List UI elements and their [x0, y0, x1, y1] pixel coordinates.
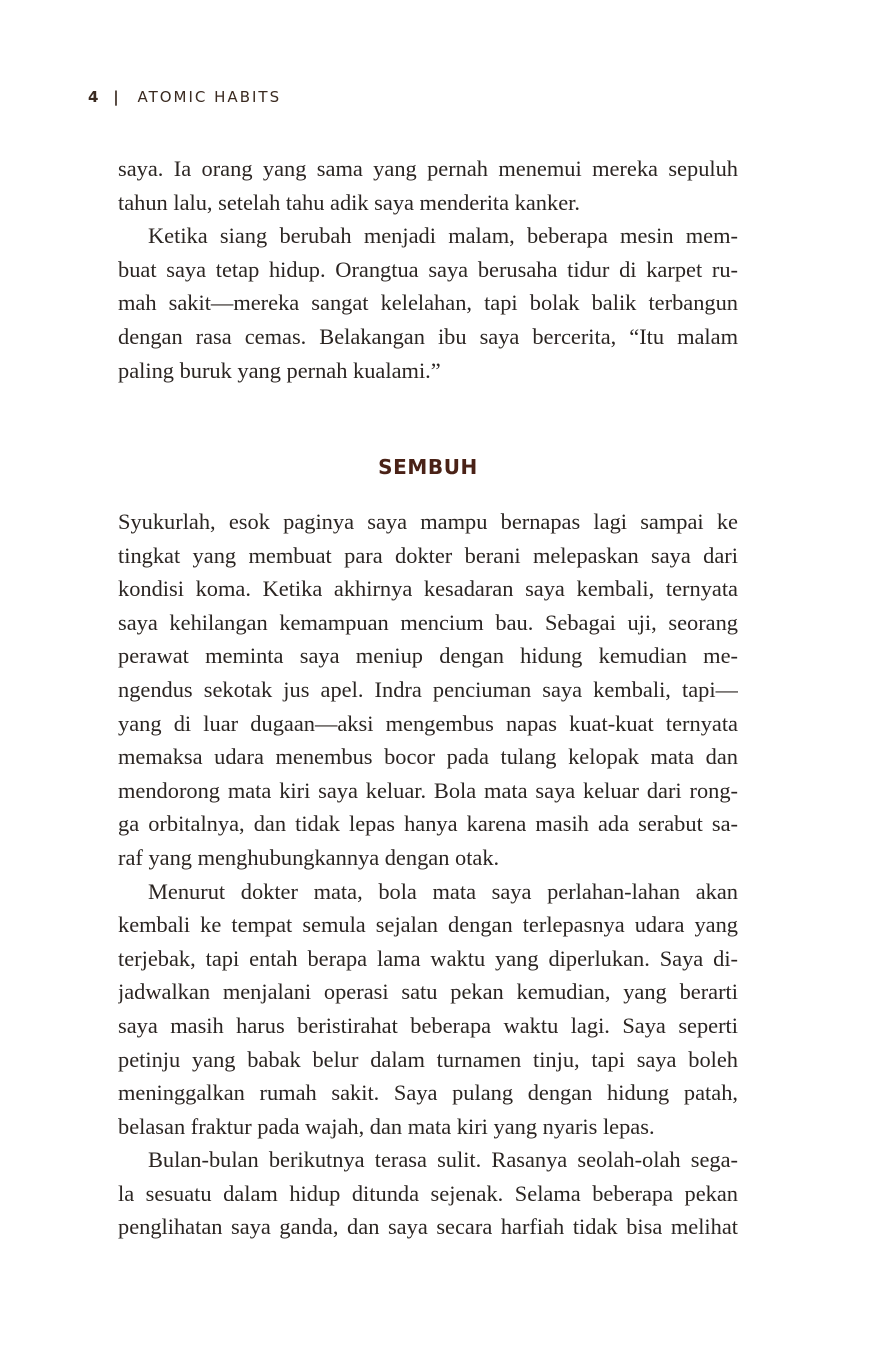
text-line: perawat meminta saya meniup dengan hidung kemudian me-	[118, 643, 738, 669]
text-line: petinju yang babak belur dalam turnamen tinju, tapi saya boleh	[118, 1046, 738, 1072]
text-line: saya. Ia orang yang sama yang pernah menemui mereka sepuluh	[118, 156, 738, 181]
text-line: paling buruk yang pernah kualami.”	[118, 357, 441, 383]
text-line: kondisi koma. Ketika akhirnya kesadaran saya kembali, ternyata	[118, 576, 738, 602]
text-line: meninggalkan rumah sakit. Saya pulang dengan hidung patah,	[118, 1080, 738, 1106]
header-separator: |	[113, 88, 121, 106]
text-line: jadwalkan menjalani operasi satu pekan kemudian, yang berarti	[118, 979, 738, 1005]
text-line: saya masih harus beristirahat beberapa waktu lagi. Saya seperti	[118, 1012, 738, 1038]
text-line: saya kehilangan kemampuan mencium bau. Sebagai uji, seorang	[118, 609, 738, 635]
text-line: ga orbitalnya, dan tidak lepas hanya karena masih ada serabut sa-	[118, 811, 738, 837]
book-title: ATOMIC HABITS	[137, 88, 282, 106]
text-line: terjebak, tapi entah berapa lama waktu yang diperlukan. Saya di-	[118, 945, 738, 971]
paragraph	[118, 505, 738, 875]
text-line: dengan rasa cemas. Belakangan ibu saya bercerita, “Itu malam	[118, 323, 738, 349]
text-line: buat saya tetap hidup. Orangtua saya berusaha tidur di karpet ru-	[118, 256, 738, 282]
paragraph	[118, 1143, 738, 1244]
text-line: tahun lalu, setelah tahu adik saya menderita kanker.	[118, 189, 580, 215]
text-line: tingkat yang membuat para dokter berani melepaskan saya dari	[118, 542, 738, 568]
text-line: Bulan-bulan berikutnya terasa sulit. Rasanya seolah-olah sega-	[148, 1147, 738, 1173]
body-text-before-heading	[118, 152, 738, 387]
text-line: yang di luar dugaan—aksi mengembus napas kuat-kuat ternyata	[118, 710, 738, 736]
text-line: Menurut dokter mata, bola mata saya perlahan-lahan akan	[148, 878, 738, 904]
paragraph	[118, 219, 738, 387]
text-line: mendorong mata kiri saya keluar. Bola mata saya keluar dari rong-	[118, 777, 738, 803]
paragraph	[118, 875, 738, 1144]
body-text-after-heading	[118, 505, 738, 1244]
text-line: Ketika siang berubah menjadi malam, beberapa mesin mem-	[148, 223, 738, 249]
paragraph	[118, 152, 738, 219]
text-line: penglihatan saya ganda, dan saya secara harfiah tidak bisa melihat	[118, 1214, 738, 1240]
text-line: memaksa udara menembus bocor pada tulang kelopak mata dan	[118, 744, 738, 770]
text-line: belasan fraktur pada wajah, dan mata kiri yang nyaris lepas.	[118, 1113, 655, 1139]
section-heading: SEMBUH	[378, 455, 478, 479]
text-line: la sesuatu dalam hidup ditunda sejenak. Selama beberapa pekan	[118, 1180, 738, 1206]
text-line: Syukurlah, esok paginya saya mampu bernapas lagi sampai ke	[118, 509, 738, 534]
text-line: raf yang menghubungkannya dengan otak.	[118, 844, 500, 870]
text-line: ngendus sekotak jus apel. Indra penciuman saya kembali, tapi—	[118, 676, 738, 702]
page-number: 4	[88, 88, 99, 106]
text-line: mah sakit—mereka sangat kelelahan, tapi bolak balik terbangun	[118, 290, 738, 316]
running-head	[88, 88, 281, 106]
text-line: kembali ke tempat semula sejalan dengan terlepasnya udara yang	[118, 912, 738, 938]
